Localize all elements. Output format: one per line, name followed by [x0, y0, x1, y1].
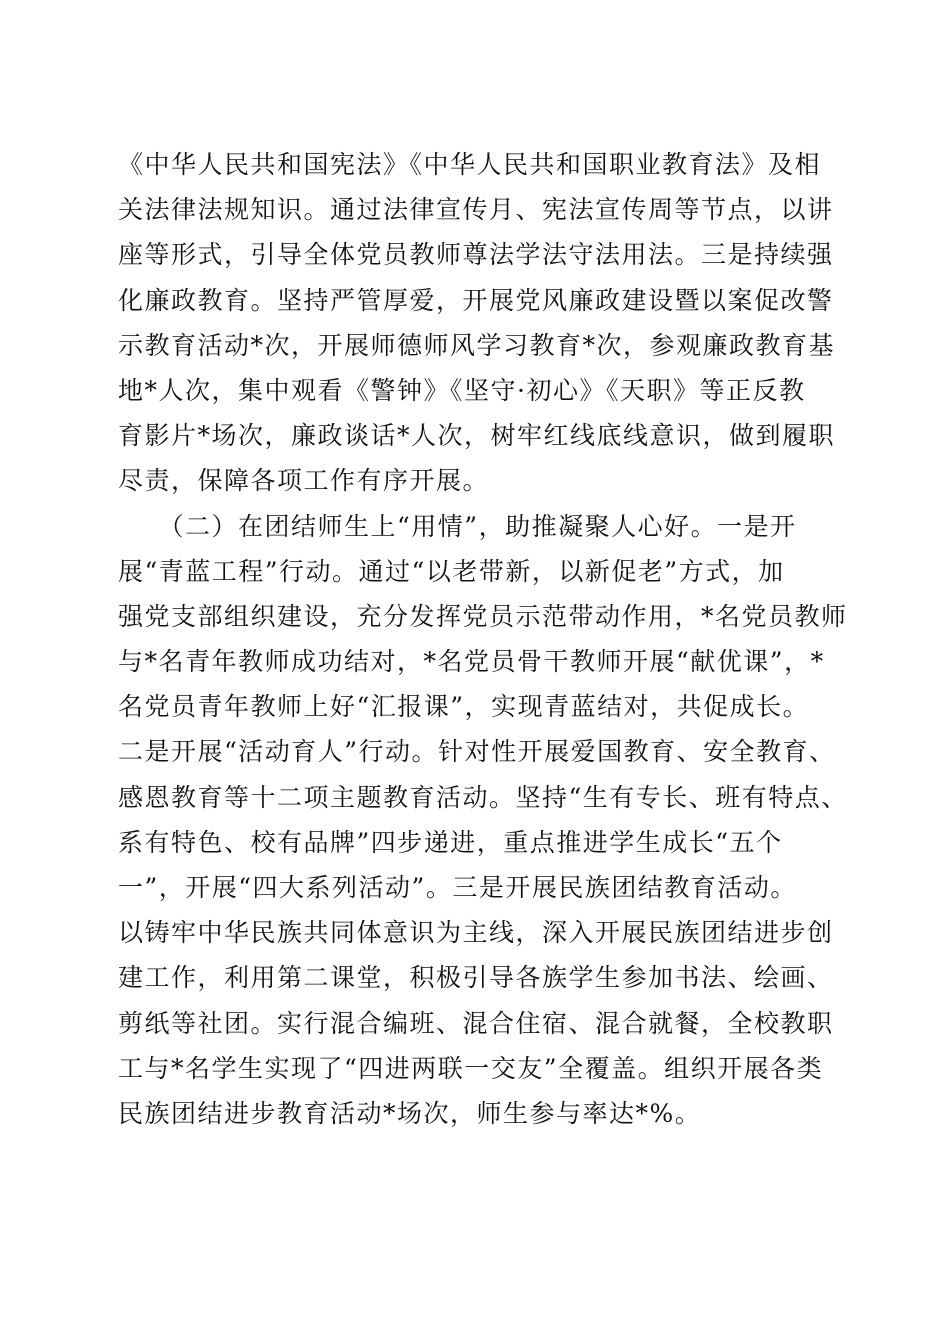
text-line: 二是开展“活动育人”行动。针对性开展爱国教育、安全教育、 [118, 737, 836, 767]
text-line: 以铸牢中华民族共同体意识为主线，深入开展民族团结进步创 [118, 918, 834, 948]
text-line: 一”，开展“四大系列活动”。三是开展民族团结教育活动。 [118, 873, 797, 902]
text-line: 民族团结进步教育活动*场次，师生参与率达*%。 [118, 1098, 702, 1128]
text-line: 剪纸等社团。实行混合编班、混合住宿、混合就餐，全校教职 [118, 1008, 834, 1038]
text-line: 系有特色、校有品牌”四步递进，重点推进学生成长“五个 [118, 827, 783, 857]
text-line: 座等形式，引导全体党员教师尊法学法守法用法。三是持续强 [118, 240, 834, 270]
text-line: 展“青蓝工程”行动。通过“以老带新，以新促老”方式，加 [118, 556, 785, 586]
text-line: 名党员青年教师上好“汇报课”，实现青蓝结对，共促成长。 [118, 692, 810, 722]
text-line: 与*名青年教师成功结对，*名党员骨干教师开展“献优课”，* [118, 647, 825, 677]
text-line: 感恩教育等十二项主题教育活动。坚持“生有专长、班有特点、 [118, 782, 848, 812]
text-line: 强党支部组织建设，充分发挥党员示范带动作用，*名党员教师 [118, 601, 848, 631]
text-line: 育影片*场次，廉政谈话*人次，树牢红线底线意识，做到履职 [118, 421, 836, 451]
text-line: 工与*名学生实现了“四进两联一交友”全覆盖。组织开展各类 [118, 1053, 824, 1083]
body-text [118, 142, 848, 1136]
text-line: 地*人次，集中观看《警钟》《坚守·初心》《天职》等正反教 [118, 375, 806, 405]
text-line: 尽责，保障各项工作有序开展。 [118, 466, 490, 496]
text-line: 关法律法规知识。通过法律宣传月、宪法宣传周等节点，以讲 [118, 195, 834, 225]
text-line: 化廉政教育。坚持严管厚爱，开展党风廉政建设暨以案促改警 [118, 285, 834, 315]
text-line: 建工作，利用第二课堂，积极引导各族学生参加书法、绘画、 [118, 963, 834, 993]
section-heading-line: （二）在团结师生上“用情”，助推凝聚人心好。一是开 [118, 511, 797, 541]
text-line: 示教育活动*次，开展师德师风学习教育*次，参观廉政教育基 [118, 330, 836, 360]
text-line: 《中华人民共和国宪法》《中华人民共和国职业教育法》及相 [118, 150, 822, 179]
